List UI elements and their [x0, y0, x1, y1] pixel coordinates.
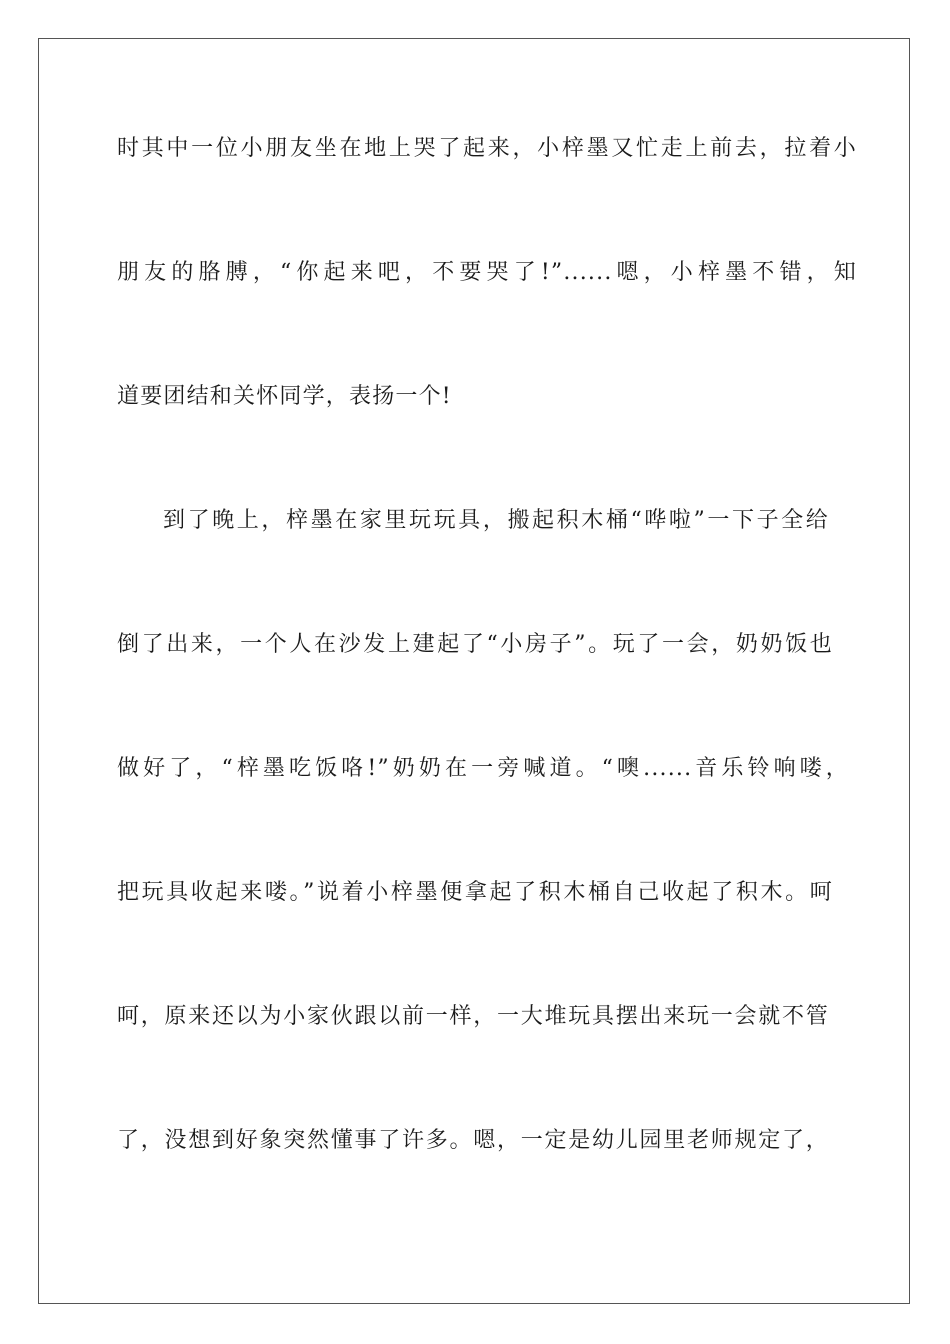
paragraph-line: 到了晚上，梓墨在家里玩玩具，搬起积木桶“哗啦”一下子全给: [163, 508, 829, 533]
paragraph-line: 朋友的胳膊，“你起来吧，不要哭了!”......嗯，小梓墨不错，知: [117, 260, 857, 285]
page-border: [38, 38, 910, 1304]
paragraph-line: 把玩具收起来喽。”说着小梓墨便拿起了积木桶自己收起了积木。呵: [117, 880, 833, 905]
paragraph-line: 倒了出来，一个人在沙发上建起了“小房子”。玩了一会，奶奶饭也: [117, 632, 833, 657]
paragraph-line: 呵，原来还以为小家伙跟以前一样，一大堆玩具摆出来玩一会就不管: [117, 1004, 829, 1029]
paragraph-line: 做好了，“梓墨吃饭咯!”奶奶在一旁喊道。“噢......音乐铃响喽，: [117, 756, 849, 781]
paragraph-line: 道要团结和关怀同学，表扬一个!: [117, 384, 452, 409]
paragraph-line: 时其中一位小朋友坐在地上哭了起来，小梓墨又忙走上前去，拉着小: [117, 136, 857, 161]
paragraph-line: 了，没想到好象突然懂事了许多。嗯，一定是幼儿园里老师规定了，: [117, 1128, 829, 1153]
